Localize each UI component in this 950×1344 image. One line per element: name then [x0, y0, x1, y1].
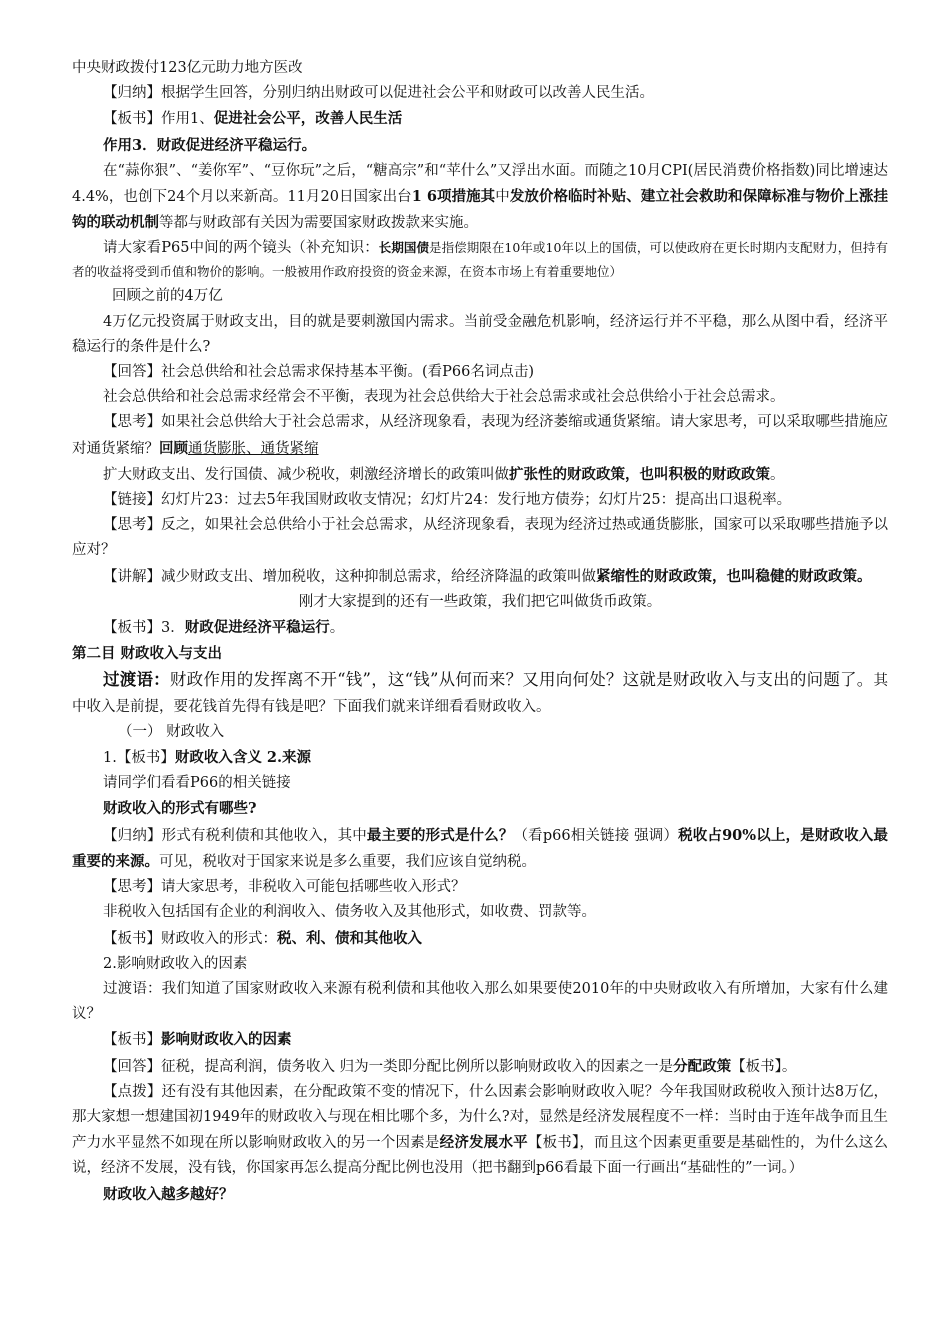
paragraph-link-slides [72, 488, 888, 513]
paragraph-hint-economy [72, 1080, 888, 1182]
bold-text: 作用3．财政促进经济平稳运行。 [103, 136, 317, 154]
paragraph-board-forms [72, 926, 888, 952]
bold-text: ？ [219, 1185, 234, 1203]
subsection-heading-factors [72, 952, 888, 977]
paragraph-board-1 [72, 106, 888, 132]
bold-text: 发放价格临时补贴、建立社会救助和保障标准与物价上涨挂钩的联动机制 [72, 188, 889, 232]
text: 等都与财政部有关因为需要国家财政拨款来实施。 [159, 215, 478, 232]
paragraph-cpi [72, 159, 888, 237]
paragraph-summary [72, 81, 888, 106]
text: 【点拨】还有没有其他因素，在分配政策不变的情况下，什么因素会影响财政收入呢？今年我国财政税收入预计达8万亿， 那大家想一想建国初1949年的财政收入与现在相比哪个多，为什么?对，显然是经济发展程度不一样：当时由于连年战争而且生产力水平显然不如现在所以影响财政收入的另一个因素是 [72, 1083, 888, 1152]
text: 【板书】财政收入的形式： [103, 930, 277, 947]
text: 4万亿元投资属于财政支出，目的就是要刺激国内需求。当前受金融危机影响，经济运行并不平稳，那么从图中看，经济平稳运行的条件是什么? [72, 313, 888, 355]
text: 【思考】反之，如果社会总供给小于社会总需求，从经济现象看，表现为经济过热或通货膨胀，国家可以采取哪些措施予以应对？ [72, 517, 888, 559]
text: （看p66相关链接 强调） [513, 827, 679, 844]
bold-text: 扩张性的财政政策，也叫积极的财政政策 [509, 465, 770, 483]
bold-text: 分配政策 [673, 1057, 732, 1075]
paragraph-contractionary [72, 564, 888, 590]
text: 其中收入是前提，要花钱首先得有钱是吧？下面我们就来详细看看财政收入。 [72, 673, 889, 715]
bold-text: 财政收入的形式有哪些? [103, 800, 257, 818]
text: 扩大财政支出、发行国债、减少税收，刺激经济增长的政策叫做 [103, 466, 509, 483]
text: 【链接】幻灯片23：过去5年我国财政收支情况；幻灯片24：发行地方债券；幻灯片25：提高出口退税率。 [103, 492, 792, 509]
bold-text: 税收占90%以上，是财政收入最重要的来源。 [72, 826, 888, 870]
text: 在“蒜你狠”、“姜你军”、“豆你玩”之后，“糖高宗”和“苹什么”又浮出水面。而随之10月CPI(居民消费价格指数)同比增速达4.4%，也创下24个月以来新高。11月20日国家出台 [72, 162, 888, 206]
paragraph-forms-question [72, 796, 888, 822]
bold-text: 财政促进经济平稳运行 [184, 619, 330, 637]
paragraph-transition [72, 667, 888, 719]
text: 中央财政拨付123亿元助力地方医改 [72, 60, 303, 76]
paragraph-four-trillion [72, 310, 888, 360]
text: 【板书】作用1、 [103, 111, 214, 128]
text: 财政作用的发挥离不开“钱”，这“钱”从何而来？又用向何处？这就是财政收入与支出的问题了。 [169, 670, 874, 690]
bold-text: 促进社会公平，改善人民生活 [213, 110, 403, 128]
text: 非税收入包括国有企业的利润收入、债务收入及其他形式，如收费、罚款等。 [103, 904, 596, 921]
paragraph-review [72, 284, 888, 309]
text: 【归纳】形式有税利债和其他收入，其中 [103, 827, 367, 844]
paragraph-transition-2010 [72, 977, 888, 1027]
bold-text: 影响财政收入的因素 [161, 1031, 292, 1049]
text: 请大家看P65中间的两个镜头（补充知识： [103, 240, 379, 257]
text: 社会总供给和社会总需求经常会不平衡，表现为社会总供给大于社会总需求或社会总供给小于社会总需求。 [103, 389, 785, 406]
text: 【板书】 [103, 1032, 161, 1049]
bold-text: 财政收入 [103, 1185, 161, 1203]
bold-text: 税、利、债和其他收入 [277, 929, 422, 947]
text: 【回答】社会总供给和社会总需求保持基本平衡。(看P66名词点击) [103, 364, 535, 381]
bold-text: 经济发展水平 [439, 1134, 528, 1152]
text: 。 [329, 620, 345, 637]
underlined-text: 通货膨胀、通货紧缩 [188, 440, 319, 457]
paragraph-see-link [72, 771, 888, 796]
text: 请同学们看看P66的相关链接 [103, 775, 291, 792]
bold-text: 最主要的形式是什么？ [366, 826, 514, 844]
text: 回顾之前的4万亿 [112, 288, 223, 305]
paragraph-nontax [72, 900, 888, 925]
paragraph-supplement [72, 236, 888, 284]
section-heading-role-3 [72, 133, 888, 159]
paragraph-more-better [72, 1182, 888, 1208]
text: 过渡语：我们知道了国家财政收入来源有税利债和其他收入那么如果要使2010年的中央财政收入有所增加，大家有什么建议？ [72, 980, 888, 1023]
text: 【讲解】减少财政支出、增加税收，这种抑制总需求，给经济降温的政策叫做 [103, 568, 596, 585]
paragraph-board-meaning [72, 745, 888, 771]
paragraph-think-inflation [72, 513, 888, 563]
text: 可见，税收对于国家来说是多么重要，我们应该自觉纳税。 [159, 853, 536, 870]
section-heading-second [72, 641, 888, 667]
text: （一） 财政收入 [118, 723, 225, 740]
bold-text: 越多越好 [161, 1185, 219, 1203]
text: 2.影响财政收入的因素 [103, 955, 248, 972]
paragraph-imbalance [72, 385, 888, 410]
paragraph-news-headline [72, 56, 888, 81]
paragraph-answer-distribution [72, 1054, 888, 1080]
text: 1.【板书】 [103, 750, 175, 767]
bold-text: 长期国债 [378, 240, 430, 256]
bold-text: 财政收入含义 2.来源 [174, 749, 312, 767]
paragraph-answer [72, 360, 888, 385]
text: 。 [770, 466, 785, 483]
paragraph-monetary [72, 590, 888, 615]
text: 【思考】请大家思考，非税收入可能包括哪些收入形式？ [103, 879, 466, 896]
text: 中 [495, 189, 510, 206]
paragraph-board-3 [72, 615, 888, 641]
text: 【板书】3． [103, 620, 185, 637]
text: 刚才大家提到的还有一些政策，我们把它叫做货币政策。 [298, 593, 662, 610]
subsection-heading-revenue [72, 720, 888, 745]
text: 【思考】如果社会总供给大于社会总需求，从经济现象看，表现为经济萎缩或通货紧缩。请大家思考，可以采取哪些措施应对通货紧缩？ [72, 414, 888, 457]
bold-text: 紧缩性的财政政策，也叫稳健的财政政策。 [596, 567, 872, 585]
paragraph-think-nontax [72, 875, 888, 900]
paragraph-think-deflation [72, 410, 888, 461]
paragraph-expansionary [72, 462, 888, 488]
paragraph-tax-main [72, 823, 888, 875]
text: 【板书】，而且这个因素更重要是基础性的，为什么这么说，经济不发展，没有钱，你国家再怎么提高分配比例也没用（把书翻到p66看最下面一行画出“基础性的”一词。） [72, 1135, 889, 1177]
bold-text: 回顾 [159, 439, 188, 457]
text: 是指偿期限在10年或10年以上的国债，可以使政府在更长时期内支配财力，但持有者的收益将受到币值和物价的影响。一般被用作政府投资的资金来源，在资本市场上有着重要地位） [72, 240, 888, 280]
text: 【回答】征税，提高利润，债务收入 归为一类即分配比例所以影响财政收入的因素之一是 [103, 1058, 674, 1075]
text: 【归纳】根据学生回答，分别归纳出财政可以促进社会公平和财政可以改善人民生活。 [103, 85, 654, 102]
bold-text: 过渡语： [103, 670, 170, 690]
bold-text: 1 6项措施其 [411, 188, 496, 206]
text: 【板书】。 [731, 1058, 797, 1075]
bold-text: 第二目 财政收入与支出 [72, 645, 223, 663]
paragraph-board-factors [72, 1027, 888, 1053]
